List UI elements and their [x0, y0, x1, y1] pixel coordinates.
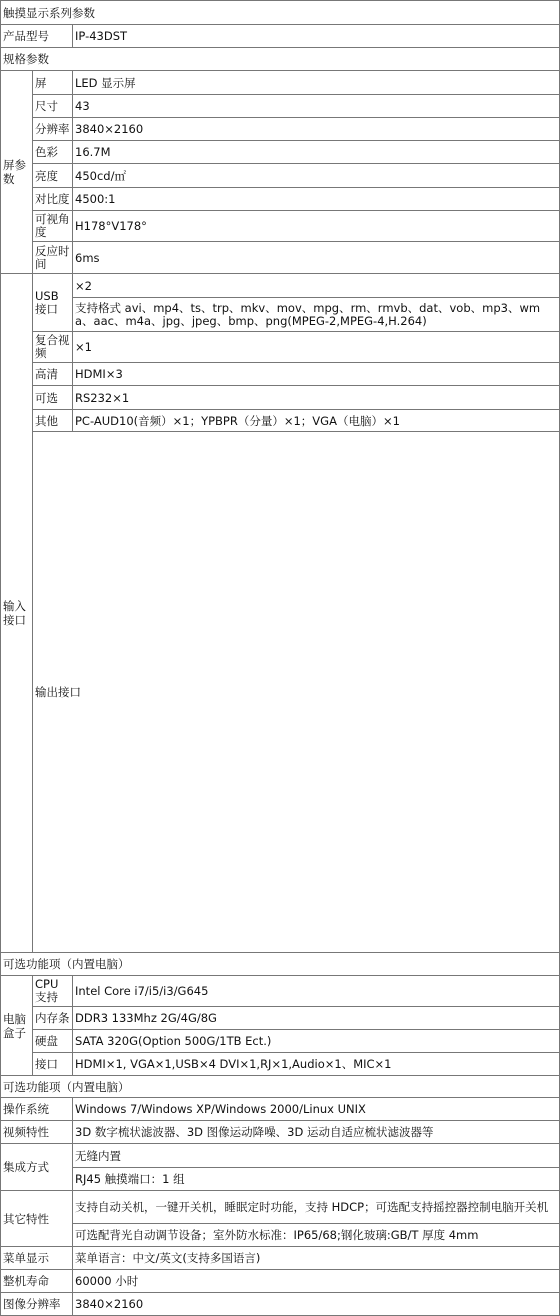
option-row: [1, 1076, 560, 1098]
table-row: [1, 976, 560, 1007]
table-row: [1, 274, 560, 298]
table-row: [1, 242, 560, 274]
table-row: [1, 1247, 560, 1270]
spec-title: 规格参数: [1, 48, 560, 71]
table-row: [1, 386, 560, 410]
row-label: 分辨率: [33, 118, 73, 141]
row-label: 其他: [33, 410, 73, 432]
row-value: RS232×1: [73, 386, 560, 410]
row-value: H178°V178°: [73, 211, 560, 242]
row-value: 支持格式 avi、mp4、ts、trp、mkv、mov、mpg、rm、rmvb、dat、vob、mp3、wma、aac、m4a、jpg、jpeg、bmp、png(MPEG-2,MPEG-4,H.264): [73, 298, 560, 332]
table-row: [1, 1270, 560, 1293]
row-label: 高清: [33, 363, 73, 386]
row-value: PC-AUD10(音频）×1；YPBPR（分量）×1；VGA（电脑）×1: [73, 410, 560, 432]
table-row: [1, 211, 560, 242]
table-row: [1, 1293, 560, 1316]
table-row: [1, 1098, 560, 1121]
model-value: IP-43DST: [73, 25, 560, 48]
lifetime-label: 整机寿命: [1, 1270, 73, 1293]
output-row: [1, 432, 560, 953]
os-label: 操作系统: [1, 1098, 73, 1121]
row-label: 内存条: [33, 1007, 73, 1030]
resolution-label: 图像分辨率: [1, 1293, 73, 1316]
table-row: [1, 1053, 560, 1076]
table-row: [1, 1144, 560, 1168]
row-label: 对比度: [33, 188, 73, 211]
row-value: 6ms: [73, 242, 560, 274]
table-row: [1, 141, 560, 164]
row-value: SATA 320G(Option 500G/1TB Ect.): [73, 1030, 560, 1053]
table-row: [1, 1121, 560, 1144]
output-label: 输出接口: [33, 432, 560, 953]
integration-value: RJ45 触摸端口：1 组: [73, 1168, 560, 1191]
integration-label: 集成方式: [1, 1144, 73, 1191]
row-value: 3840×2160: [73, 118, 560, 141]
model-row: [1, 25, 560, 48]
row-value: ×2: [73, 274, 560, 298]
pc-group-label: 电脑盒子: [1, 976, 33, 1076]
table-row: [1, 1007, 560, 1030]
row-label: 屏: [33, 71, 73, 95]
other-value: 支持自动关机，一键开关机，睡眠定时功能，支持 HDCP；可选配支持摇控器控制电脑开关机: [73, 1191, 560, 1224]
sheet-title: 触摸显示系列参数: [1, 1, 560, 25]
row-label: 接口: [33, 1053, 73, 1076]
row-label: 复合视频: [33, 332, 73, 363]
row-value: 4500:1: [73, 188, 560, 211]
option-row: [1, 953, 560, 976]
screen-group-label: 屏参数: [1, 71, 33, 274]
table-row: [1, 188, 560, 211]
table-row: [1, 95, 560, 118]
title-row: [1, 1, 560, 25]
other-value: 可选配背光自动调节设备；室外防水标准：IP65/68;钢化玻璃:GB/T 厚度 4mm: [73, 1224, 560, 1247]
row-label: 反应时间: [33, 242, 73, 274]
table-row: [1, 332, 560, 363]
integration-value: 无缝内置: [73, 1144, 560, 1168]
table-row: [1, 298, 560, 332]
row-value: 450cd/㎡: [73, 164, 560, 188]
row-value: Intel Core i7/i5/i3/G645: [73, 976, 560, 1007]
row-value: HDMI×1, VGA×1,USB×4 DVI×1,RJ×1,Audio×1、MIC×1: [73, 1053, 560, 1076]
row-label: USB 接口: [33, 274, 73, 332]
row-label: CPU 支持: [33, 976, 73, 1007]
row-label: 可视角度: [33, 211, 73, 242]
row-label: 尺寸: [33, 95, 73, 118]
model-label: 产品型号: [1, 25, 73, 48]
lifetime-value: 60000 小时: [73, 1270, 560, 1293]
row-value: 43: [73, 95, 560, 118]
table-row: [1, 118, 560, 141]
row-label: 亮度: [33, 164, 73, 188]
table-row: [1, 363, 560, 386]
table-row: [1, 71, 560, 95]
spec-title-row: [1, 48, 560, 71]
table-row: [1, 410, 560, 432]
row-label: 硬盘: [33, 1030, 73, 1053]
table-row: [1, 164, 560, 188]
video-value: 3D 数字梳状滤波器、3D 图像运动降噪、3D 运动自适应梳状滤波器等: [73, 1121, 560, 1144]
option-title: 可选功能项（内置电脑）: [1, 953, 560, 976]
row-value: DDR3 133Mhz 2G/4G/8G: [73, 1007, 560, 1030]
row-label: 色彩: [33, 141, 73, 164]
row-value: ×1: [73, 332, 560, 363]
row-label: 可选: [33, 386, 73, 410]
row-value: HDMI×3: [73, 363, 560, 386]
row-value: 16.7M: [73, 141, 560, 164]
other-label: 其它特性: [1, 1191, 73, 1247]
os-value: Windows 7/Windows XP/Windows 2000/Linux UNIX: [73, 1098, 560, 1121]
row-value: LED 显示屏: [73, 71, 560, 95]
menu-value: 菜单语言：中文/英文(支持多国语言): [73, 1247, 560, 1270]
input-group-label: 输入接口: [1, 274, 33, 953]
table-row: [1, 1168, 560, 1191]
table-row: [1, 1224, 560, 1247]
menu-label: 菜单显示: [1, 1247, 73, 1270]
table-row: [1, 1191, 560, 1224]
video-label: 视频特性: [1, 1121, 73, 1144]
resolution-value: 3840×2160: [73, 1293, 560, 1316]
table-row: [1, 1030, 560, 1053]
option-title: 可选功能项（内置电脑）: [1, 1076, 560, 1098]
